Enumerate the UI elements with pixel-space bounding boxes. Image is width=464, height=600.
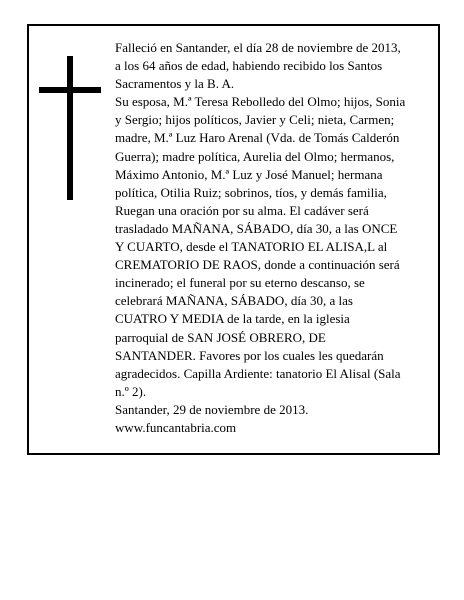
obituary-notice (27, 24, 440, 455)
notice-text-segment: Falleció en Santander, el día 28 de noviembre de 2013, (115, 40, 401, 55)
notice-text-segment: a los 64 años de edad, habiendo recibido los Santos (115, 58, 383, 74)
notice-text-segment: trasladado MAÑANA, SÁBADO, día 30, a las ONCE (115, 220, 398, 236)
notice-line (115, 93, 433, 111)
notice-line (115, 57, 433, 75)
notice-text-segment: parroquial de SAN JOSÉ OBRERO, DE (115, 329, 326, 345)
notice-text-segment: CUATRO Y MEDIA de la tarde, en la iglesia (115, 311, 350, 327)
notice-line (115, 166, 433, 184)
notice-text-segment: Máximo Antonio, M.ª Luz y José Manuel; hermana (115, 166, 383, 182)
notice-line (115, 365, 433, 383)
cross-vertical-bar (67, 56, 73, 200)
notice-line (115, 292, 433, 310)
notice-text-segment: política, Otilia Ruiz; sobrinos, tíos, y demás familia, (115, 184, 387, 200)
notice-text-segment: Santander, 29 de noviembre de 2013. (115, 401, 309, 417)
notice-text-segment: agradecidos. Capilla Ardiente: tanatorio El Alisal (Sala (115, 365, 401, 381)
notice-line (115, 202, 433, 220)
notice-text-segment: n.º 2). (115, 383, 147, 399)
notice-text-segment: Sacramentos y la B. A. (115, 76, 235, 92)
notice-text-segment: y Sergio; hijos políticos, Javier y Celi; nieta, Carmen; (115, 112, 395, 128)
notice-line (115, 310, 433, 328)
notice-text-segment: SANTANDER. Favores por los cuales les quedarán (115, 347, 384, 363)
notice-line (115, 111, 433, 129)
obituary-text (115, 39, 433, 437)
notice-text-segment: madre, M.ª Luz Haro Arenal (Vda. de Tomás Calderón (115, 130, 400, 146)
notice-line (115, 39, 433, 57)
notice-text-segment: Su esposa, M.ª Teresa Rebolledo del Olmo; hijos, Sonia (115, 94, 406, 110)
notice-text-segment: celebrará MAÑANA, SÁBADO, día 30, a las (115, 293, 353, 309)
notice-line (115, 329, 433, 347)
notice-line (115, 184, 433, 202)
notice-text-segment: Guerra); madre política, Aurelia del Olmo; hermanos, (115, 148, 395, 164)
notice-line (115, 238, 433, 256)
notice-line (115, 401, 433, 419)
notice-text-segment: incinerado; el funeral por su eterno descanso, se (115, 275, 365, 291)
notice-text-segment: www.funcantabria.com (115, 419, 237, 435)
notice-line (115, 148, 433, 166)
notice-text-segment: Y CUARTO, desde el TANATORIO EL ALISA,L al (115, 239, 388, 255)
notice-line (115, 274, 433, 292)
notice-line (115, 383, 433, 401)
notice-line (115, 419, 433, 437)
notice-line (115, 220, 433, 238)
notice-line (115, 75, 433, 93)
cross-icon (39, 56, 101, 200)
notice-text-segment: CREMATORIO DE RAOS, donde a continuación será (115, 257, 400, 273)
notice-line (115, 129, 433, 147)
notice-text-segment: Ruegan una oración por su alma. El cadáver será (115, 202, 369, 218)
cross-horizontal-bar (39, 87, 101, 93)
notice-line (115, 256, 433, 274)
notice-line (115, 347, 433, 365)
